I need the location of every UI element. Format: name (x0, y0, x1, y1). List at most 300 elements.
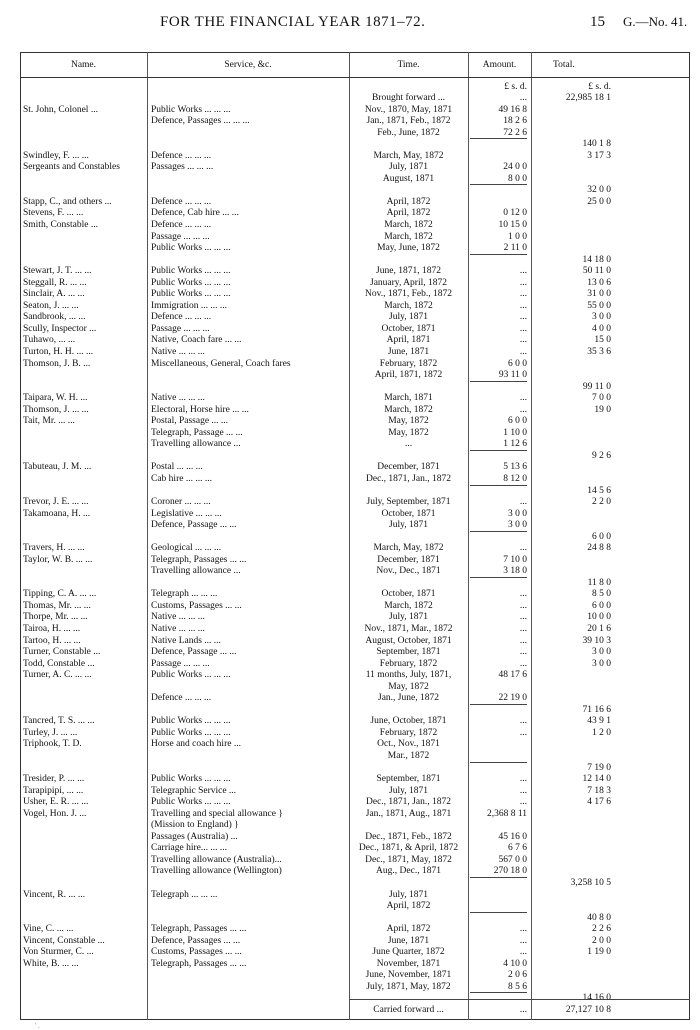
row-name: Von Sturmer, C. ... (23, 947, 94, 957)
column-divider (349, 52, 350, 1020)
row-total: 7 19 0 (587, 763, 611, 773)
row-time: March, 1871 (384, 393, 433, 403)
row-total: 43 9 1 (587, 716, 611, 726)
row-amount: 45 16 0 (498, 832, 527, 842)
row-time: Jan., 1871, Aug., 1871 (365, 809, 452, 819)
row-total: 1 2 0 (592, 728, 611, 738)
row-name: Scully, Inspector ... (23, 324, 97, 334)
subtotal-rule (470, 877, 527, 878)
row-total: 9 2 6 (592, 451, 611, 461)
row-amount: ... (519, 301, 527, 311)
subtotal-rule (470, 762, 527, 763)
row-name: Stewart, J. T. ... ... (23, 266, 92, 276)
row-total: 71 16 6 (582, 705, 611, 715)
row-total: 22,985 18 1 (565, 93, 611, 103)
row-total: 12 14 0 (582, 774, 611, 784)
row-amount: 22 19 0 (498, 693, 527, 703)
row-amount: 93 11 0 (498, 370, 527, 380)
subtotal-rule (470, 254, 527, 255)
row-service: Passages ... ... ... (151, 162, 214, 172)
row-name: Smith, Constable ... (23, 220, 98, 230)
subtotal-rule (470, 138, 527, 139)
row-service: Defence ... ... ... (151, 220, 212, 230)
column-divider (147, 52, 148, 1020)
row-service: Telegraph, Passages ... ... (151, 924, 247, 934)
row-name: Turner, Constable ... (23, 647, 101, 657)
row-total: 4 17 6 (587, 797, 611, 807)
row-amount: ... (519, 405, 527, 415)
row-time: July, 1871 (389, 312, 428, 322)
row-time: March, 1872 (384, 601, 433, 611)
row-service: Passage ... ... ... (151, 659, 210, 669)
row-time: Dec., 1871, Jan., 1872 (366, 797, 451, 807)
row-service: Cab hire ... ... ... (151, 474, 212, 484)
row-service: Native, Coach fare ... ... (151, 335, 242, 345)
row-amount: ... (519, 936, 527, 946)
row-time: December, 1871 (377, 555, 440, 565)
row-total: 1 19 0 (587, 947, 611, 957)
row-amount: 18 2 6 (503, 116, 527, 126)
row-time: March, 1872 (384, 405, 433, 415)
row-total: 2 2 6 (592, 924, 611, 934)
row-name: Sandbrook, ... ... (23, 312, 86, 322)
row-time: May, 1872 (388, 416, 429, 426)
row-total: 24 8 8 (587, 543, 611, 553)
row-name: Travers, H. ... ... (23, 543, 85, 553)
row-time: February, 1872 (379, 359, 438, 369)
row-time: June, October, 1871 (370, 716, 447, 726)
row-name: Vincent, Constable ... (23, 936, 105, 946)
row-amount: ... (519, 324, 527, 334)
row-total: 32 0 0 (587, 185, 611, 195)
row-service: Public Works ... ... ... (151, 716, 231, 726)
row-amount: ... (519, 393, 527, 403)
column-header-time: Time. (397, 60, 420, 70)
row-amount: ... (519, 924, 527, 934)
row-time: Nov., 1870, May, 1871 (364, 105, 453, 115)
row-service: Defence, Cab hire ... ... (151, 208, 239, 218)
row-service: Passage ... ... ... (151, 324, 210, 334)
row-time: Nov., Dec., 1871 (376, 566, 441, 576)
row-service: Public Works ... ... ... (151, 289, 231, 299)
row-time: April, 1872 (386, 208, 431, 218)
row-time: July, 1871, May, 1872 (366, 982, 451, 992)
row-name: Thomson, J. B. ... (23, 359, 91, 369)
row-total: 40 8 0 (587, 913, 611, 923)
row-total: 140 1 8 (582, 139, 611, 149)
row-amount: ... (519, 624, 527, 634)
row-time: March, 1872 (384, 220, 433, 230)
row-name: Sinclair, A. ... ... (23, 289, 85, 299)
row-service: Public Works ... ... ... (151, 670, 231, 680)
row-service: Telegraph, Passage ... ... (151, 428, 243, 438)
row-amount: ... (519, 636, 527, 646)
row-time: February, 1872 (379, 728, 438, 738)
row-name: St. John, Colonel ... (23, 105, 98, 115)
row-total: 2 2 0 (592, 497, 611, 507)
row-time: May, June, 1872 (377, 243, 440, 253)
row-name: Tuhawo, ... ... (23, 335, 76, 345)
row-time: March, May, 1872 (373, 151, 444, 161)
row-time: October, 1871 (381, 589, 436, 599)
header-rule (20, 77, 690, 78)
row-name: Taylor, W. B. ... ... (23, 555, 93, 565)
row-service: Defence ... ... ... (151, 197, 212, 207)
row-service: Travelling and special allowance } (151, 809, 283, 819)
row-total: 14 16 0 (582, 993, 611, 1003)
row-time: Dec., 1871, Feb., 1872 (365, 832, 452, 842)
row-total: 7 0 0 (592, 393, 611, 403)
carried-forward-rule (349, 999, 690, 1000)
row-service: (Mission to England) } (151, 820, 239, 830)
row-total: 19 0 (594, 405, 611, 415)
row-time: August, 1871 (382, 174, 435, 184)
row-service: Passage ... ... ... (151, 232, 210, 242)
row-time: March, 1872 (384, 301, 433, 311)
row-amount: 6 7 6 (508, 843, 527, 853)
row-service: Defence ... ... ... (151, 151, 212, 161)
row-amount: ... (519, 612, 527, 622)
row-service: Defence ... ... ... (151, 312, 212, 322)
row-time: March, 1872 (384, 232, 433, 242)
row-amount: ... (519, 797, 527, 807)
row-name: Thomas, Mr. ... ... (23, 601, 91, 611)
row-time: Dec., 1871, & April, 1872 (358, 843, 459, 853)
row-service: Postal, Passage ... ... (151, 416, 229, 426)
row-name: Triphook, T. D. (23, 739, 82, 749)
row-service: Travelling allowance (Wellington) (151, 866, 282, 876)
row-total: 3,258 10 5 (570, 878, 611, 888)
row-amount: 8 5 6 (508, 982, 527, 992)
row-total: 13 0 6 (587, 278, 611, 288)
row-service: Public Works ... ... ... (151, 797, 231, 807)
row-time: September, 1871 (376, 774, 441, 784)
row-name: Thomson, J. ... ... (23, 405, 89, 415)
row-amount: 6 0 0 (508, 359, 527, 369)
subtotal-rule (470, 704, 527, 705)
row-name: Tancred, T. S. ... ... (23, 716, 95, 726)
row-service: Public Works ... ... ... (151, 774, 231, 784)
row-service: Telegraphic Service ... (151, 786, 237, 796)
total-currency-units: £ s. d. (588, 82, 611, 92)
row-total: 25 0 0 (587, 197, 611, 207)
row-time: April, 1871, 1872 (374, 370, 443, 380)
row-time: November, 1871 (376, 959, 441, 969)
row-amount: 10 15 0 (498, 220, 527, 230)
row-time: October, 1871 (381, 509, 436, 519)
row-name: Tarapipipi, ... ... (23, 786, 84, 796)
row-amount: 1 12 6 (503, 439, 527, 449)
row-time: Mar., 1872 (387, 751, 430, 761)
row-name: Todd, Constable ... (23, 659, 95, 669)
row-amount: ... (519, 335, 527, 345)
row-amount: 72 2 6 (503, 128, 527, 138)
row-service: Electoral, Horse hire ... ... (151, 405, 249, 415)
row-time: Carried forward ... (373, 1005, 444, 1015)
row-time: June, November, 1871 (365, 970, 452, 980)
row-name: Turley, J. ... ... (23, 728, 78, 738)
row-amount: 567 0 0 (498, 855, 527, 865)
row-time: June, 1871 (387, 936, 430, 946)
row-time: Aug., Dec., 1871 (376, 866, 441, 876)
row-service: Travelling allowance ... (151, 439, 241, 449)
row-total: 35 3 6 (587, 347, 611, 357)
row-total: 14 18 0 (582, 255, 611, 265)
row-time: Nov., 1871, Feb., 1872 (365, 289, 452, 299)
row-service: Postal ... ... ... (151, 462, 203, 472)
row-time: Jan., June, 1872 (378, 693, 439, 703)
column-header-total: Total. (553, 60, 575, 70)
row-amount: 270 18 0 (493, 866, 527, 876)
row-total: 27,127 10 8 (565, 1005, 611, 1015)
row-amount: ... (519, 947, 527, 957)
row-service: Public Works ... ... ... (151, 278, 231, 288)
row-amount: ... (519, 716, 527, 726)
row-time: August, October, 1871 (365, 636, 452, 646)
row-time: April, 1871 (386, 335, 431, 345)
row-time: May, 1872 (388, 428, 429, 438)
page-footer-mark: ' . (35, 1022, 40, 1030)
row-service: Customs, Passages ... ... (151, 601, 242, 611)
row-total: 4 0 0 (592, 324, 611, 334)
row-service: Miscellaneous, General, Coach fares (151, 359, 291, 369)
row-name: Usher, E. R. ... ... (23, 797, 89, 807)
row-service: Native Lands ... ... (151, 636, 221, 646)
row-service: Native ... ... ... (151, 612, 205, 622)
row-amount: 24 0 0 (503, 162, 527, 172)
row-service: Travelling allowance ... (151, 566, 241, 576)
row-amount: 8 12 0 (503, 474, 527, 484)
column-header-amount: Amount. (482, 60, 517, 70)
row-time: Jan., 1871, Feb., 1872 (366, 116, 451, 126)
row-name: Tipping, C. A. ... ... (23, 589, 97, 599)
row-amount: 3 18 0 (503, 566, 527, 576)
subtotal-rule (470, 485, 527, 486)
row-name: Trevor, J. E. ... ... (23, 497, 89, 507)
row-time: July, September, 1871 (366, 497, 451, 507)
column-header-name: Name. (70, 60, 97, 70)
row-name: Thorpe, Mr. ... ... (23, 612, 88, 622)
row-service: Legislative ... ... ... (151, 509, 222, 519)
row-service: Coroner ... ... ... (151, 497, 211, 507)
row-service: Telegraph ... ... ... (151, 890, 218, 900)
row-amount: 49 16 8 (498, 105, 527, 115)
row-amount: 7 10 0 (503, 555, 527, 565)
row-total: 99 11 0 (582, 382, 611, 392)
row-amount: ... (519, 659, 527, 669)
row-name: Tairoa, H. ... ... (23, 624, 81, 634)
row-service: Native ... ... ... (151, 624, 205, 634)
page-title: FOR THE FINANCIAL YEAR 1871–72. (160, 14, 426, 30)
row-name: Tait, Mr. ... ... (23, 416, 75, 426)
row-time: Oct., Nov., 1871 (377, 739, 440, 749)
subtotal-rule (470, 184, 527, 185)
row-service: Carriage hire... ... ... (151, 843, 227, 853)
row-time: July, 1871 (389, 890, 428, 900)
row-amount: ... (519, 347, 527, 357)
row-name: Vogel, Hon. J. ... (23, 809, 87, 819)
row-total: 20 1 6 (587, 624, 611, 634)
row-service: Telegraph ... ... ... (151, 589, 218, 599)
row-time: Dec., 1871, Jan., 1872 (366, 474, 451, 484)
row-time: October, 1871 (381, 324, 436, 334)
row-service: Defence, Passage ... ... (151, 647, 237, 657)
row-amount: 3 0 0 (508, 520, 527, 530)
row-name: Takamoana, H. ... (23, 509, 91, 519)
row-time: September, 1871 (376, 647, 441, 657)
row-amount: ... (519, 278, 527, 288)
row-total: 14 5 6 (587, 486, 611, 496)
row-service: Native ... ... ... (151, 393, 205, 403)
row-amount: ... (519, 312, 527, 322)
row-service: Defence, Passage ... ... (151, 520, 237, 530)
row-time: July, 1871 (389, 612, 428, 622)
row-amount: 8 0 0 (508, 174, 527, 184)
row-name: Vincent, R. ... ... (23, 890, 85, 900)
row-service: Public Works ... ... ... (151, 243, 231, 253)
row-name: Tabuteau, J. M. ... (23, 462, 92, 472)
row-total: 15 0 (594, 335, 611, 345)
row-time: Dec., 1871, May, 1872 (365, 855, 452, 865)
page-header (0, 10, 700, 36)
row-time: Feb., June, 1872 (377, 128, 440, 138)
row-time: July, 1871 (389, 786, 428, 796)
subtotal-rule (470, 577, 527, 578)
row-total: 8 5 0 (592, 589, 611, 599)
row-amount: 1 0 0 (508, 232, 527, 242)
row-total: 3 0 0 (592, 659, 611, 669)
amount-currency-units: £ s. d. (504, 82, 527, 92)
row-amount: ... (519, 289, 527, 299)
row-time: 11 months, July, 1871, (365, 670, 452, 680)
row-total: 11 8 0 (587, 578, 611, 588)
row-service: Public Works ... ... ... (151, 266, 231, 276)
row-time: April, 1872 (386, 924, 431, 934)
row-name: Stapp, C., and others ... (23, 197, 112, 207)
row-name: Taipara, W. H. ... (23, 393, 88, 403)
row-total: 3 0 0 (592, 647, 611, 657)
row-service: Horse and coach hire ... (151, 739, 241, 749)
row-amount: 4 10 0 (503, 959, 527, 969)
row-name: Turton, H. H. ... ... (23, 347, 94, 357)
row-name: Seaton, J. ... ... (23, 301, 79, 311)
row-time: Brought forward ... (371, 93, 446, 103)
row-service: Telegraph, Passages ... ... (151, 959, 247, 969)
row-amount: ... (519, 1005, 527, 1015)
row-time: July, 1871 (389, 520, 428, 530)
row-service: Public Works ... ... ... (151, 105, 231, 115)
row-amount: 48 17 6 (498, 670, 527, 680)
row-time: Nov., 1871, Mar., 1872 (364, 624, 453, 634)
row-amount: 6 0 0 (508, 416, 527, 426)
row-amount: ... (519, 647, 527, 657)
subtotal-rule (470, 531, 527, 532)
row-amount: ... (519, 266, 527, 276)
row-amount: 2,368 8 11 (486, 809, 527, 819)
row-amount: ... (519, 774, 527, 784)
subtotal-rule (470, 912, 527, 913)
row-total: 10 0 0 (587, 612, 611, 622)
row-time: June Quarter, 1872 (372, 947, 445, 957)
row-name: Turner, A. C. ... ... (23, 670, 92, 680)
subtotal-rule (470, 381, 527, 382)
row-total: 55 0 0 (587, 301, 611, 311)
row-time: May, 1872 (388, 682, 429, 692)
row-amount: 2 0 6 (508, 970, 527, 980)
row-amount: ... (519, 543, 527, 553)
row-service: Defence ... ... ... (151, 693, 212, 703)
row-amount: ... (519, 589, 527, 599)
row-service: Telegraph, Passages ... ... (151, 555, 247, 565)
row-time: July, 1871 (389, 162, 428, 172)
column-divider (468, 52, 469, 1020)
page-number: 15 (590, 14, 605, 30)
row-total: 50 11 0 (582, 266, 611, 276)
row-time: June, 1871, 1872 (376, 266, 441, 276)
row-amount: 2 11 0 (503, 243, 527, 253)
row-time: December, 1871 (377, 462, 440, 472)
row-name: Tresider, P. ... ... (23, 774, 85, 784)
row-name: Vine, C. ... ... (23, 924, 74, 934)
row-time: ... (404, 439, 413, 449)
row-amount: 5 13 6 (503, 462, 527, 472)
row-time: April, 1872 (386, 197, 431, 207)
row-name: Swindley, F. ... ... (23, 151, 89, 161)
row-name: Steggall, R. ... ... (23, 278, 87, 288)
row-time: April, 1872 (386, 901, 431, 911)
row-total: 7 18 3 (587, 786, 611, 796)
row-time: February, 1872 (379, 659, 438, 669)
row-amount: ... (519, 93, 527, 103)
row-amount: 3 0 0 (508, 509, 527, 519)
row-service: Defence, Passages ... ... ... (151, 116, 250, 126)
row-amount: 1 10 0 (503, 428, 527, 438)
row-amount: ... (519, 497, 527, 507)
row-time: June, 1871 (387, 347, 430, 357)
row-total: 3 17 3 (587, 151, 611, 161)
document-reference: G.—No. 41. (623, 14, 688, 29)
row-total: 6 0 0 (592, 601, 611, 611)
row-total: 3 0 0 (592, 312, 611, 322)
column-header-service: Service, &c. (224, 60, 272, 70)
row-service: Native ... ... ... (151, 347, 205, 357)
row-service: Customs, Passages ... ... (151, 947, 242, 957)
subtotal-rule (470, 450, 527, 451)
row-name: Stevens, F. ... ... (23, 208, 84, 218)
subtotal-rule (470, 992, 527, 993)
row-total: 6 0 0 (592, 532, 611, 542)
row-time: March, May, 1872 (373, 543, 444, 553)
row-name: White, B. ... ... (23, 959, 79, 969)
row-name: Tartoo, H. ... ... (23, 636, 81, 646)
row-service: Passages (Australia) ... (151, 832, 238, 842)
row-amount: ... (519, 728, 527, 738)
row-service: Geological ... ... ... (151, 543, 222, 553)
row-service: Travelling allowance (Australia)... (151, 855, 282, 865)
row-amount: ... (519, 601, 527, 611)
row-total: 39 10 3 (582, 636, 611, 646)
row-time: January, April, 1872 (370, 278, 447, 288)
row-total: 2 0 0 (592, 936, 611, 946)
row-amount: 0 12 0 (503, 208, 527, 218)
row-total: 31 0 0 (587, 289, 611, 299)
row-service: Public Works ... ... ... (151, 728, 231, 738)
row-amount: ... (519, 786, 527, 796)
row-name: Sergeants and Constables (23, 162, 120, 172)
column-divider (531, 52, 532, 1020)
row-service: Defence, Passages ... ... (151, 936, 241, 946)
row-service: Immigration ... ... ... (151, 301, 227, 311)
